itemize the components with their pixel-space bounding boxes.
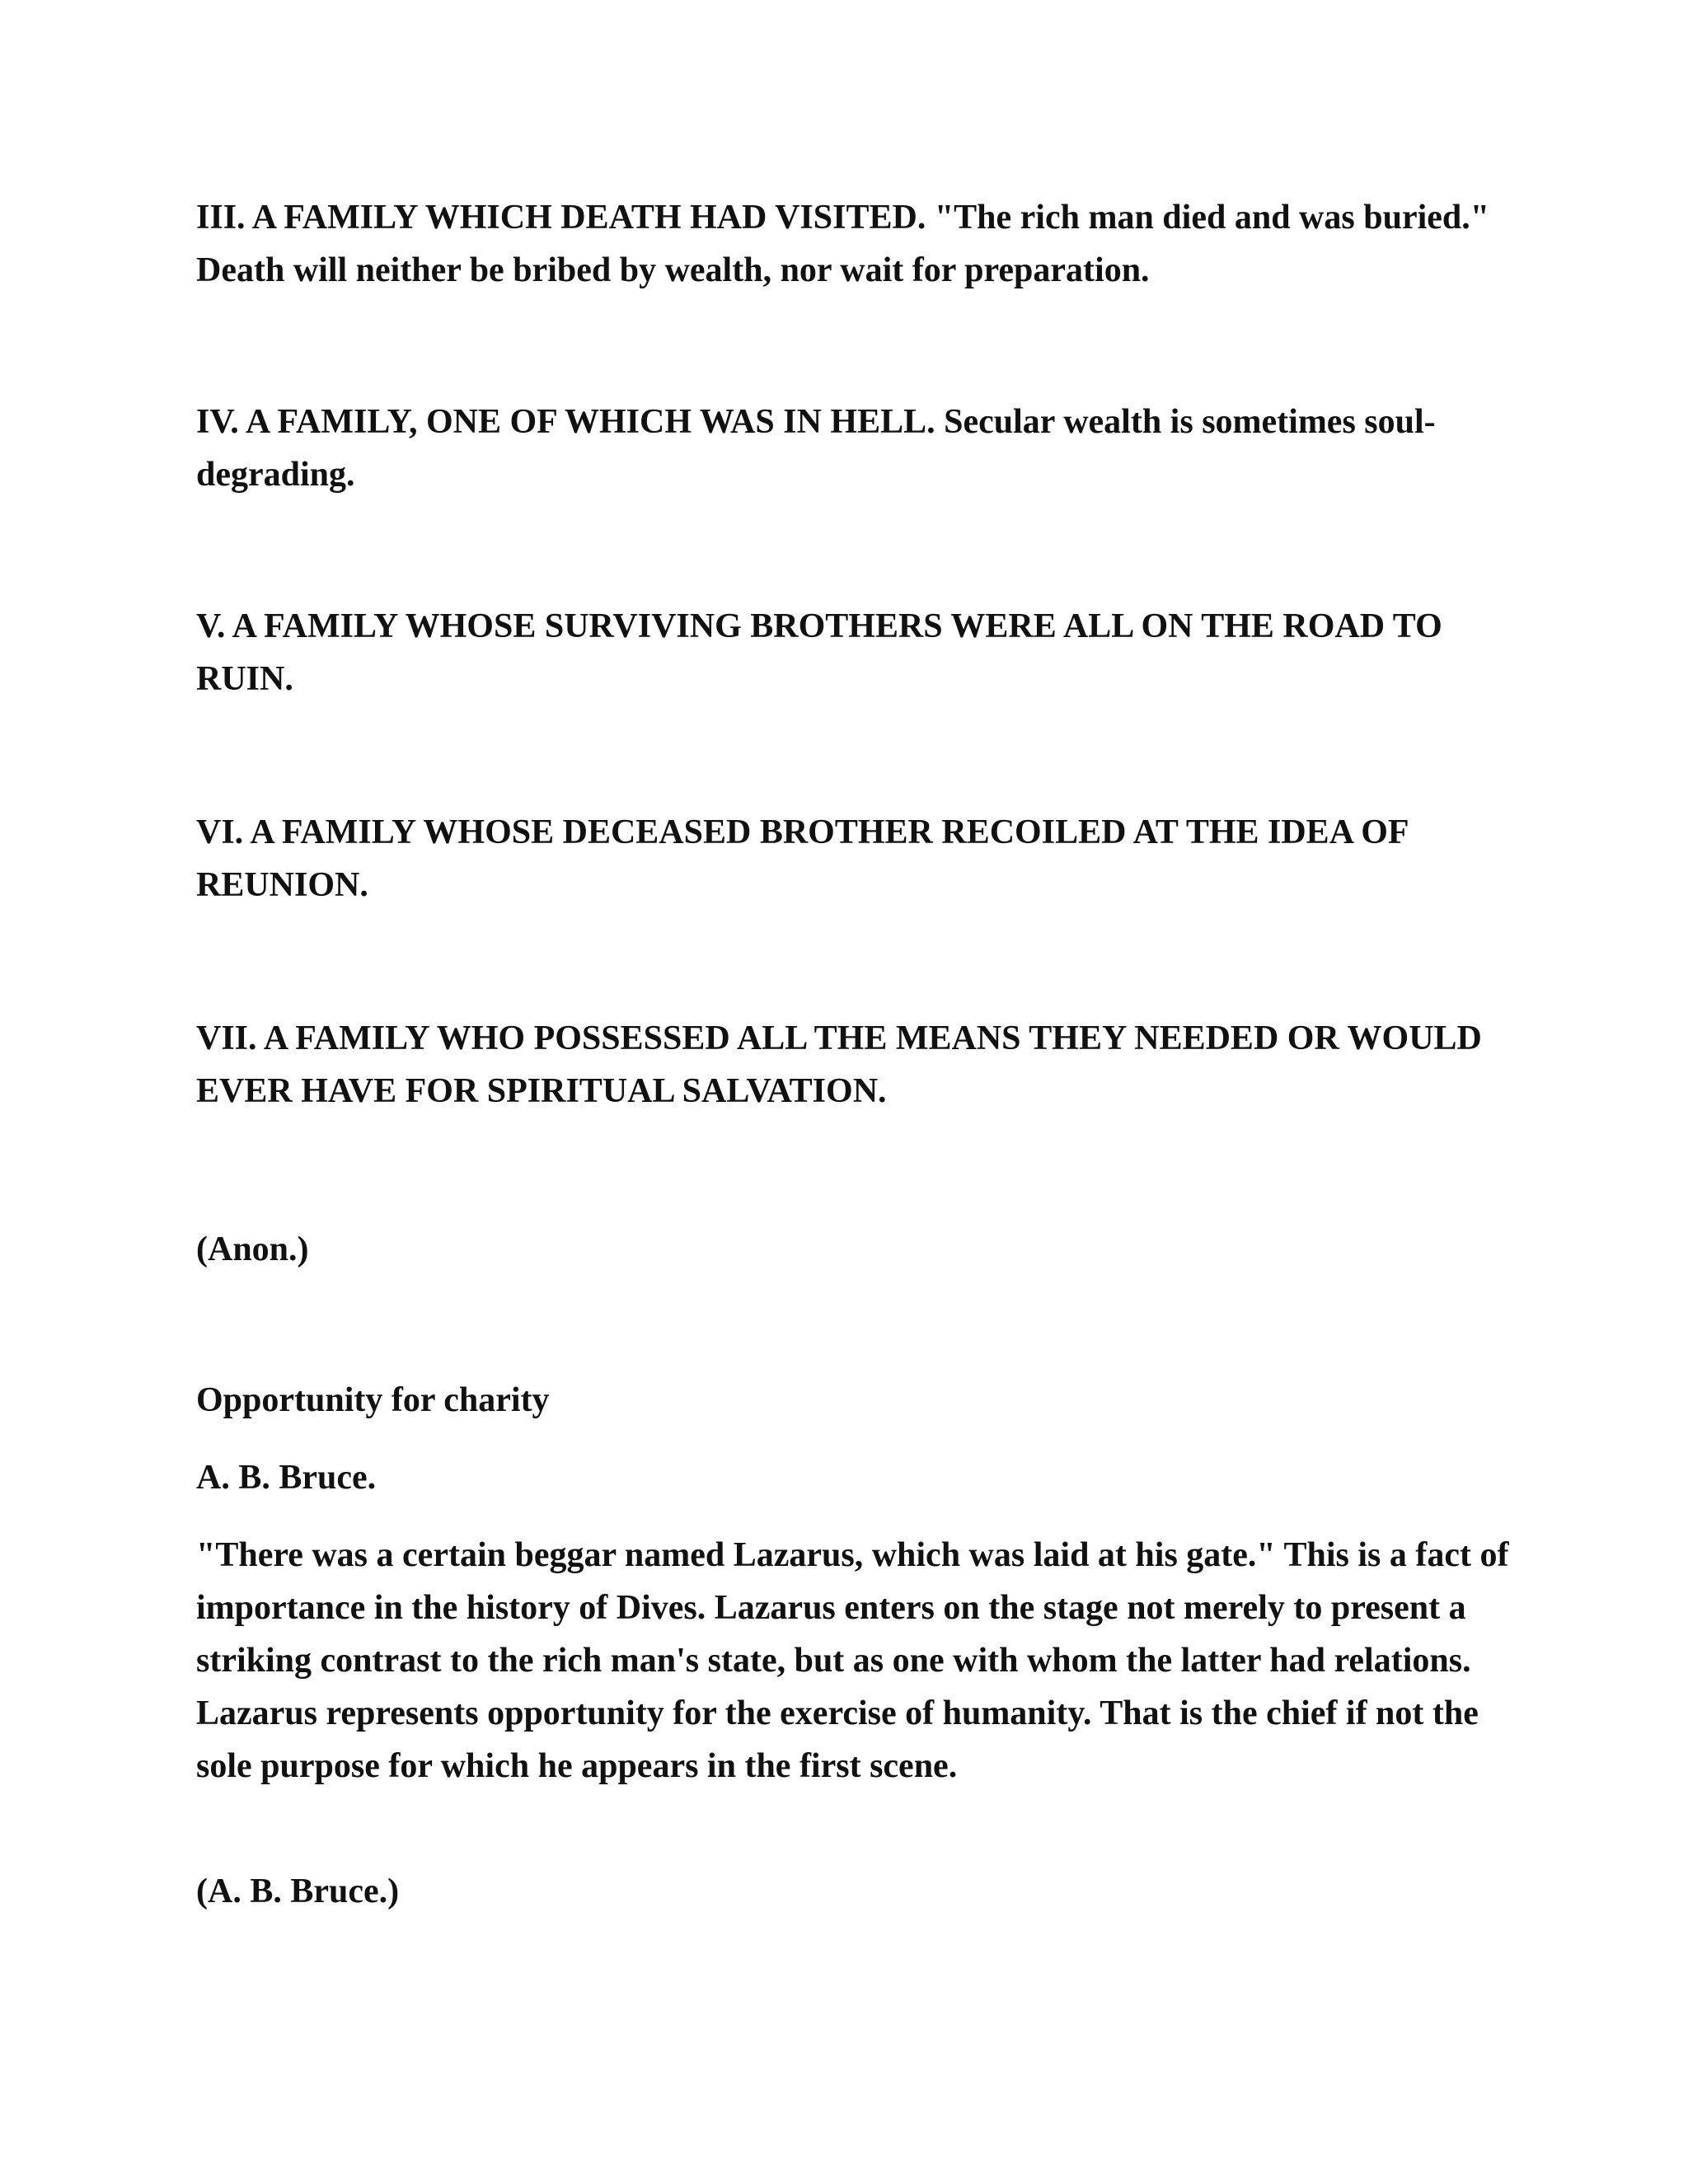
- section-heading: Opportunity for charity: [196, 1381, 550, 1419]
- paragraph-iii-death-visited: III. A FAMILY WHICH DEATH HAD VISITED. "The rich man died and was buried." Death will neither be bribed by wealth, nor wait for preparation.: [196, 199, 1490, 289]
- attribution-anon: (Anon.): [196, 1230, 309, 1268]
- section-author: A. B. Bruce.: [196, 1459, 377, 1497]
- paragraph-vii-means-salvation: VII. A FAMILY WHO POSSESSED ALL THE MEANS THEY NEEDED OR WOULD EVER HAVE FOR SPIRITUAL SALVATION.: [196, 1019, 1482, 1110]
- paragraph-iv-one-in-hell: IV. A FAMILY, ONE OF WHICH WAS IN HELL. Secular wealth is sometimes soul-degrading.: [196, 403, 1436, 494]
- paragraph-v-road-to-ruin: V. A FAMILY WHOSE SURVIVING BROTHERS WERE ALL ON THE ROAD TO RUIN.: [196, 607, 1442, 698]
- paragraph-vi-recoiled-reunion: VI. A FAMILY WHOSE DECEASED BROTHER RECOILED AT THE IDEA OF REUNION.: [196, 813, 1408, 904]
- attribution-bruce: (A. B. Bruce.): [196, 1872, 400, 1910]
- body-paragraph: "There was a certain beggar named Lazarus, which was laid at his gate." This is a fact of importance in the history of Dives. Lazarus enters on the stage not merely to present a striking contrast to the rich man's state, but as one with whom the latter had relations. Lazarus represents opportunity for the exercise of humanity. That is the chief if not the sole purpose for which he appears in the first scene.: [196, 1536, 1509, 1785]
